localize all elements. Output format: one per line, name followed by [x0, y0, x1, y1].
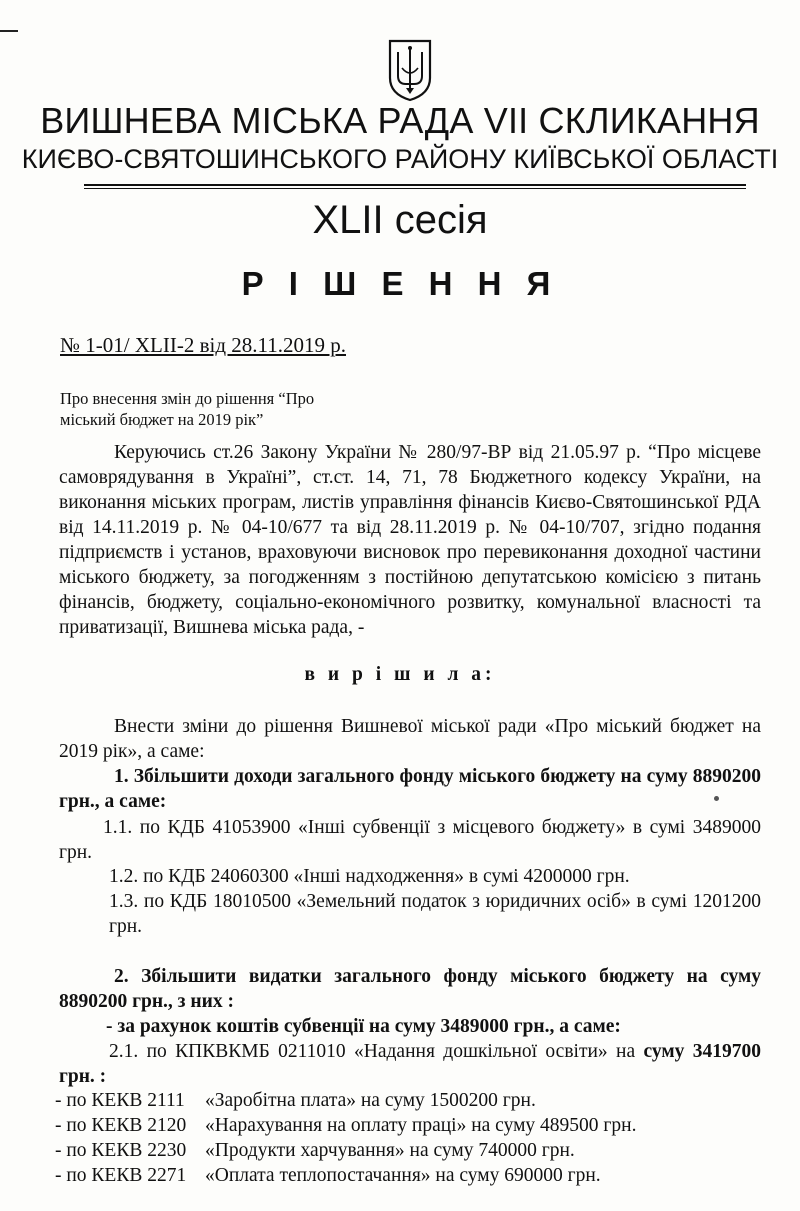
decision-subject [60, 388, 314, 430]
session-title: XLII сесія [312, 198, 488, 242]
kekv-code: - по КЕКВ 2120 [55, 1115, 187, 1136]
scan-dot [714, 796, 719, 801]
resolved-heading: в и р і ш и л а: [304, 664, 496, 685]
preamble-paragraph: Керуючись ст.26 Закону України № 280/97-ВР від 21.05.97 р. “Про місцеве самоврядування в Україні”, ст.ст. 14, 71, 78 Бюджетного кодексу України, на виконання міських програм, листів управління фінансів Києво-Святошинської РДА від 14.11.2019 р. № 04-10/677 та від 28.11.2019 р. № 04-10/707, згідно подання підприємств і установ, враховуючи висновок про перевиконання доходної частини міського бюджету, за погодженням з постійною депутатською комісією з питань фінансів, бюджету, соціально-економічного розвитку, комунальної власності та приватизації, Вишнева міська рада, - [59, 442, 761, 638]
kekv-code: - по КЕКВ 2271 [55, 1165, 187, 1186]
kekv-description: «Заробітна плата» на суму 1500200 грн. [205, 1090, 536, 1111]
kekv-description: «Оплата теплопостачання» на суму 690000 грн. [205, 1165, 601, 1186]
list-item [55, 1088, 636, 1113]
district-title: КИЄВО-СВЯТОШИНСЬКОГО РАЙОНУ КИЇВСЬКОЇ ОБЛАСТІ [21, 144, 779, 174]
list-item [55, 1138, 636, 1163]
coat-of-arms-icon [386, 38, 434, 102]
intro-paragraph: Внести зміни до рішення Вишневої міської ради «Про міський бюджет на 2019 рік», а саме: [59, 716, 761, 762]
kekv-description: «Продукти харчування» на суму 740000 грн. [205, 1140, 575, 1161]
expense-item-2-1-text: 2.1. по КПКВКМБ 0211010 «Надання дошкільної освіти» на [109, 1041, 644, 1062]
kekv-description: «Нарахування на оплату праці» на суму 489500 грн. [205, 1115, 637, 1136]
kekv-code: - по КЕКВ 2230 [55, 1140, 187, 1161]
council-title: ВИШНЕВА МІСЬКА РАДА VII СКЛИКАННЯ [40, 100, 760, 141]
income-item-1-2: 1.2. по КДБ 24060300 «Інші надходження» в сумі 4200000 грн. [109, 866, 630, 887]
kekv-list [55, 1088, 636, 1188]
list-item [55, 1113, 636, 1138]
list-item [55, 1163, 636, 1188]
scan-mark [0, 30, 18, 32]
section-1-heading: 1. Збільшити доходи загального фонду міського бюджету на суму 8890200 грн., а саме: [59, 766, 761, 812]
decision-title: Р І Ш Е Н Н Я [241, 265, 559, 302]
subject-line-1: Про внесення змін до рішення “Про [60, 389, 315, 408]
income-item-1-1: 1.1. по КДБ 41053900 «Інші субвенції з місцевого бюджету» в сумі 3489000 грн. [59, 817, 761, 863]
expense-item-2-1-amount: суму 3419700 грн. : [59, 1041, 761, 1087]
section-2-heading: 2. Збільшити видатки загального фонду міського бюджету на суму 8890200 грн., з них : [59, 966, 761, 1012]
header-divider-thin [84, 188, 746, 189]
section-2-subheading: - за рахунок коштів субвенції на суму 3489000 грн., а саме: [106, 1016, 621, 1037]
income-item-1-3: 1.3. по КДБ 18010500 «Земельний податок з юридичних осіб» в сумі 1201200 грн. [109, 891, 761, 937]
subject-line-2: міський бюджет на 2019 рік” [60, 410, 264, 429]
header-divider [84, 184, 746, 186]
document-number: № 1-01/ XLII-2 від 28.11.2019 р. [60, 333, 346, 357]
kekv-code: - по КЕКВ 2111 [55, 1090, 185, 1111]
expense-item-2-1 [59, 1039, 761, 1089]
